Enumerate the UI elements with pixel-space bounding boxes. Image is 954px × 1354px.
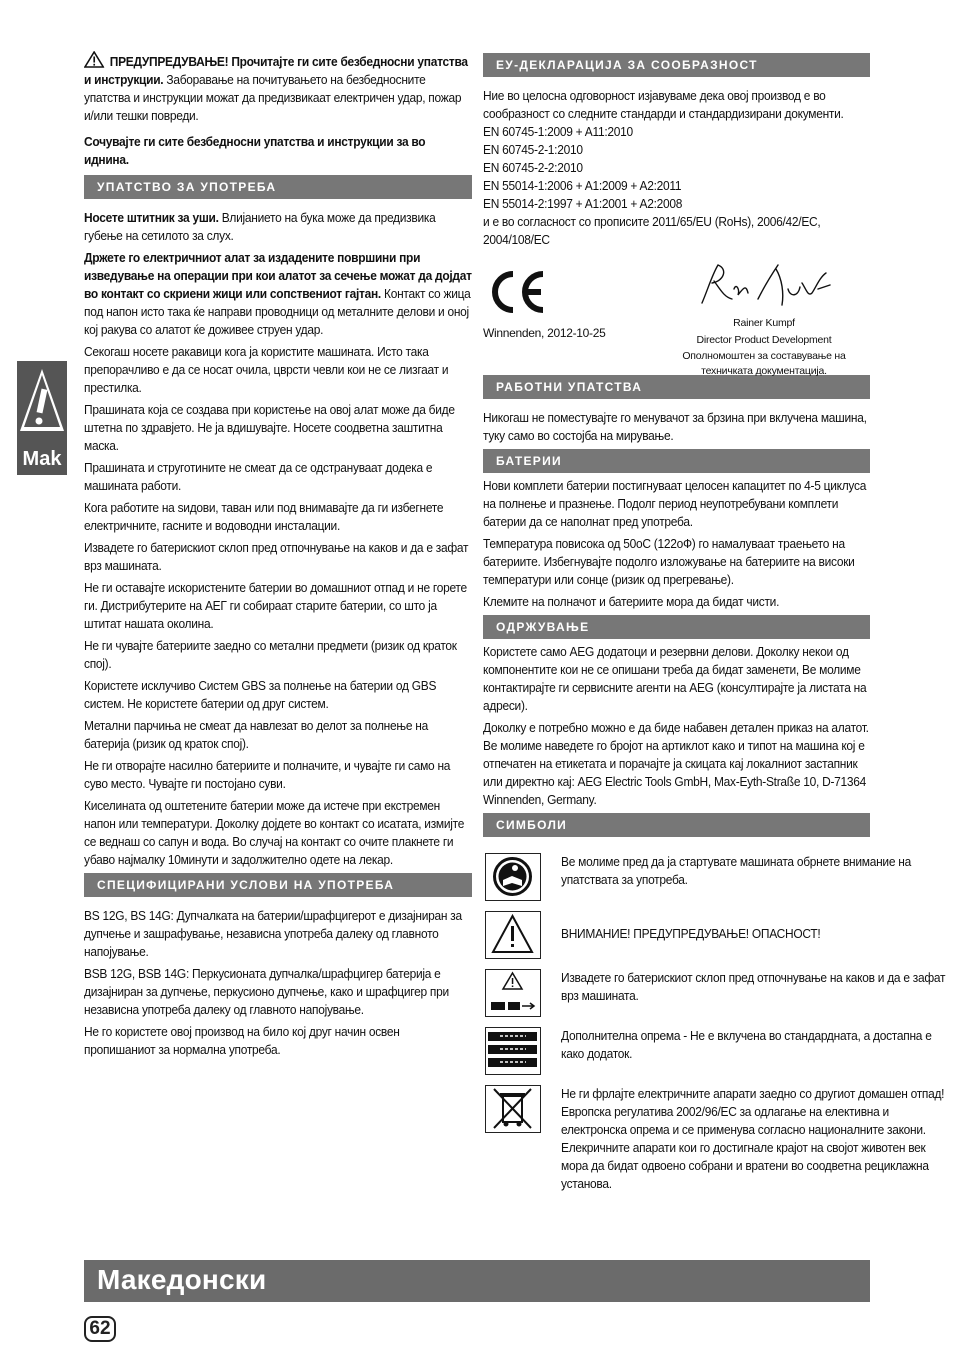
symbols-list <box>483 847 946 1217</box>
warning-bold: ПРЕДУПРЕДУВАЊЕ! Прочитајте ги сите безбедносни упатства и инструкции. <box>84 54 468 87</box>
ear-protection-paragraph <box>84 209 472 245</box>
handwritten-signature <box>698 259 833 311</box>
declaration-regulations: и е во согласност со прописите 2011/65/EU (RoHs), 2006/42/EC, 2004/108/EC <box>483 214 821 247</box>
work-instructions-heading: РАБОТНИ УПАТСТВА <box>483 375 870 399</box>
ce-mark-icon <box>485 269 549 315</box>
exclamation-warning-icon <box>17 361 67 441</box>
read-manual-icon <box>485 853 541 901</box>
metal-parts-paragraph: Метални парчиња не смеат да навлезат во делот за полнење на батерија (ризик од краток спој). <box>84 718 428 751</box>
symbol-text: Извадете го батерискиот склоп пред отпочнување на каков и да е зафат врз машината. <box>561 970 946 1003</box>
maintenance-paragraph-1: Користете само AEG додатоци и резервни делови. Доколку некои од компонентите кои не се опишани треба да бидат заменети, Ве молиме контактирајте ги сервисните агенти на AEG (консултирајте ја листата на адреси). <box>483 644 867 713</box>
keep-instructions <box>84 133 472 169</box>
batteries-heading: БАТЕРИИ <box>483 449 870 473</box>
keep-instructions-text: Сочувајте ги сите безбедносни упатства и инструкции за во иднина. <box>84 134 426 167</box>
spec-bs-paragraph: BS 12G, BS 14G: Дупчалката на батерии/шрафцигерот е дизајниран за дупчење и зашрафување, независна употреба далеку од главното напојување. <box>84 908 462 959</box>
standard-3: EN 60745-2-2:2010 <box>483 160 583 175</box>
gloves-paragraph: Секогаш носете ракавици кога ја користите машината. Исто така препорачливо е да се носат очила, цврсти чевли кои не се лизгаат и престилка. <box>84 344 449 395</box>
specified-use-heading: СПЕЦИФИЦИРАНИ УСЛОВИ НА УПОТРЕБА <box>84 873 472 897</box>
metal-paragraph: Не ги чувајте батериите заедно со метални предмети (ризик од краток спој). <box>84 638 457 671</box>
declaration-intro: Ние во целосна одговорност изјавуваме дека овој производ е во сообразност со следните стандарди и стандардизирани документи. <box>483 88 844 121</box>
language-code: Mak <box>22 448 62 470</box>
weee-bin-icon <box>485 1085 541 1133</box>
symbol-text: ВНИМАНИЕ! ПРЕДУПРЕДУВАЊЕ! ОПАСНОСТ! <box>561 926 821 941</box>
signer-note: Ополномоштен за составување на техничката документација. <box>682 350 846 377</box>
standard-2: EN 60745-2-1:2010 <box>483 142 583 157</box>
standard-4: EN 55014-1:2006 + A1:2009 + A2:2011 <box>483 178 682 193</box>
left-column <box>84 51 472 1063</box>
walls-paragraph: Кога работите на ѕидови, таван или под внимавајте да ги избегнете електричните, гасните и водоводни инсталации. <box>84 500 444 533</box>
signer-details <box>658 315 870 379</box>
right-column <box>483 53 946 1217</box>
usage-heading: УПАТСТВО ЗА УПОТРЕБА <box>84 175 472 199</box>
standard-1: EN 60745-1:2009 + A11:2010 <box>483 124 633 139</box>
chips-paragraph: Прашината и струготините не смеат да се одстрануваат додека е машината работи. <box>84 460 433 493</box>
language-title: Македонски <box>97 1264 267 1295</box>
signature-block <box>483 263 870 377</box>
ear-rest: Влијанието на бука може да предизвика губење на сетилото за слух. <box>84 210 436 243</box>
remove-battery-paragraph: Извадете го батерискиот склоп пред отпочнување на каков и да е зафат врз машината. <box>84 540 469 573</box>
battery-paragraph-1: Нови комплети батерии постигнуваат целосен капацитет по 4-5 циклуса на полнење и празнење. Подолг период неупотребувани комплети батерии да се наполнат пред употреба. <box>483 478 867 529</box>
hold-rest: Контакт со жица под напон исто така ќе направи проводници од металните делови и оној кој ракува со алатот ќе доживее струен удар. <box>84 286 471 337</box>
warning-rest: Заборавање на почитувањето на безбедносните упатства и инструкции можат да предизвикаат електричен удар, пожар и/или тешки повреди. <box>84 72 462 123</box>
spec-other-paragraph: Не го користете овој производ на било кој друг начин освен пропишаниот за нормална употреба. <box>84 1024 400 1057</box>
maintenance-paragraph-2: Доколку е потребно можно е да биде набавен детален приказ на алатот. Ве молиме наведете го бројот на артиклот како и типот на машина кој е отпечатен на етикетата и порачајте ја скицата кај локалниот застапник или директно кај: AEG Electric Tools GmbH, Max-Eyth-Straße 10, D-71364 Winnenden, Germany. <box>483 720 869 807</box>
accessory-icon <box>485 1027 541 1075</box>
language-side-tab <box>17 361 67 475</box>
work-paragraph: Никогаш не поместувајте го менувачот за брзина при вклучена машина, туку само во состојба на мирување. <box>483 410 867 443</box>
ear-bold: Носете штитник за уши. <box>84 210 219 225</box>
standard-5: EN 55014-2:1997 + A1:2001 + A2:2008 <box>483 196 683 211</box>
dust-paragraph: Прашината која се создава при користење на овој алат може да биде штетна по здравјето. Не ја вдишувајте. Носете соодветна заштитна маска. <box>84 402 455 453</box>
signer-name: Rainer Kumpf <box>733 317 795 329</box>
remove-battery-icon <box>485 969 541 1017</box>
open-paragraph: Не ги отворајте насилно батериите и полначите, и чувајте ги само на суво место. Чувајте ги постојано суви. <box>84 758 451 791</box>
battery-paragraph-2: Температура повисока од 50оС (122оФ) го намалуваат траењето на батериите. Избегнувајте подолго изложување на батериите на високи температури или сонце (ризик од прегревање). <box>483 536 855 587</box>
spec-bsb-paragraph: BSB 12G, BSB 14G: Перкусионата дупчалка/шрафцигер батерија е дизајниран за дупчење, перкусионо дупчење, како и шрафцигер при независна употреба далеку од главното напојување. <box>84 966 449 1017</box>
declaration-heading: ЕУ-ДЕКЛАРАЦИЈА ЗА СООБРАЗНОСТ <box>483 53 870 77</box>
dispose-paragraph: Не ги оставајте искористените батерии во домашниот отпад и не горете ги. Дистрибутерите на АЕГ ги собираат старите батерии, со што ја штитат нашата околина. <box>84 580 467 631</box>
language-footer-bar <box>84 1260 870 1302</box>
gbs-paragraph: Користете исклучиво Систем GBS за полнење на батерии од GBS систем. Не користете батерии од друг систем. <box>84 678 437 711</box>
maintenance-heading: ОДРЖУВАЊЕ <box>483 615 870 639</box>
warning-paragraph <box>84 51 472 125</box>
hold-paragraph <box>84 249 472 339</box>
place-date: Winnenden, 2012-10-25 <box>483 326 606 340</box>
warning-triangle-icon <box>485 911 541 959</box>
warning-triangle-icon <box>84 51 104 68</box>
symbols-heading: СИМБОЛИ <box>483 813 870 837</box>
symbol-text: Дополнителна опрема - Не е вклучена во стандардната, а достапна е како додаток. <box>561 1028 932 1061</box>
signer-title: Director Product Development <box>696 334 832 346</box>
hold-bold: Држете го електричниот алат за издадените површини при изведување на операции при кои алатот за сечење можат да дојдат во контакт со скриени жици или сопствениот гајтан. <box>84 250 472 301</box>
acid-paragraph: Киселината од оштетените батерии може да истече при екстремен напон или температури. Доколку дојдете во контакт со исатата, измијте се веднаш со сапун и вода. Во случај на контакт со очите плакнете ги убаво најмалку 10минути и задолжително одете на лекар. <box>84 798 465 867</box>
page-number: 62 <box>84 1316 116 1342</box>
battery-paragraph-3: Клемите на полначот и батериите мора да бидат чисти. <box>483 594 780 609</box>
symbol-text: Ве молиме пред да ја стартувате машината обрнете внимание на упатствата за употреба. <box>561 854 911 887</box>
symbol-text: Не ги фрлајте електричните апарати заедно со другиот домашен отпад! Европска регулатива 2002/96/EC за одлагање на елективна и електронска опрема и се применува согласно националните закони. Елекричните апарати кои го достигнале крајот на својот животен век мора да бидат одвоено собрани и вратени во соодветна рециклажна установа. <box>561 1086 945 1191</box>
